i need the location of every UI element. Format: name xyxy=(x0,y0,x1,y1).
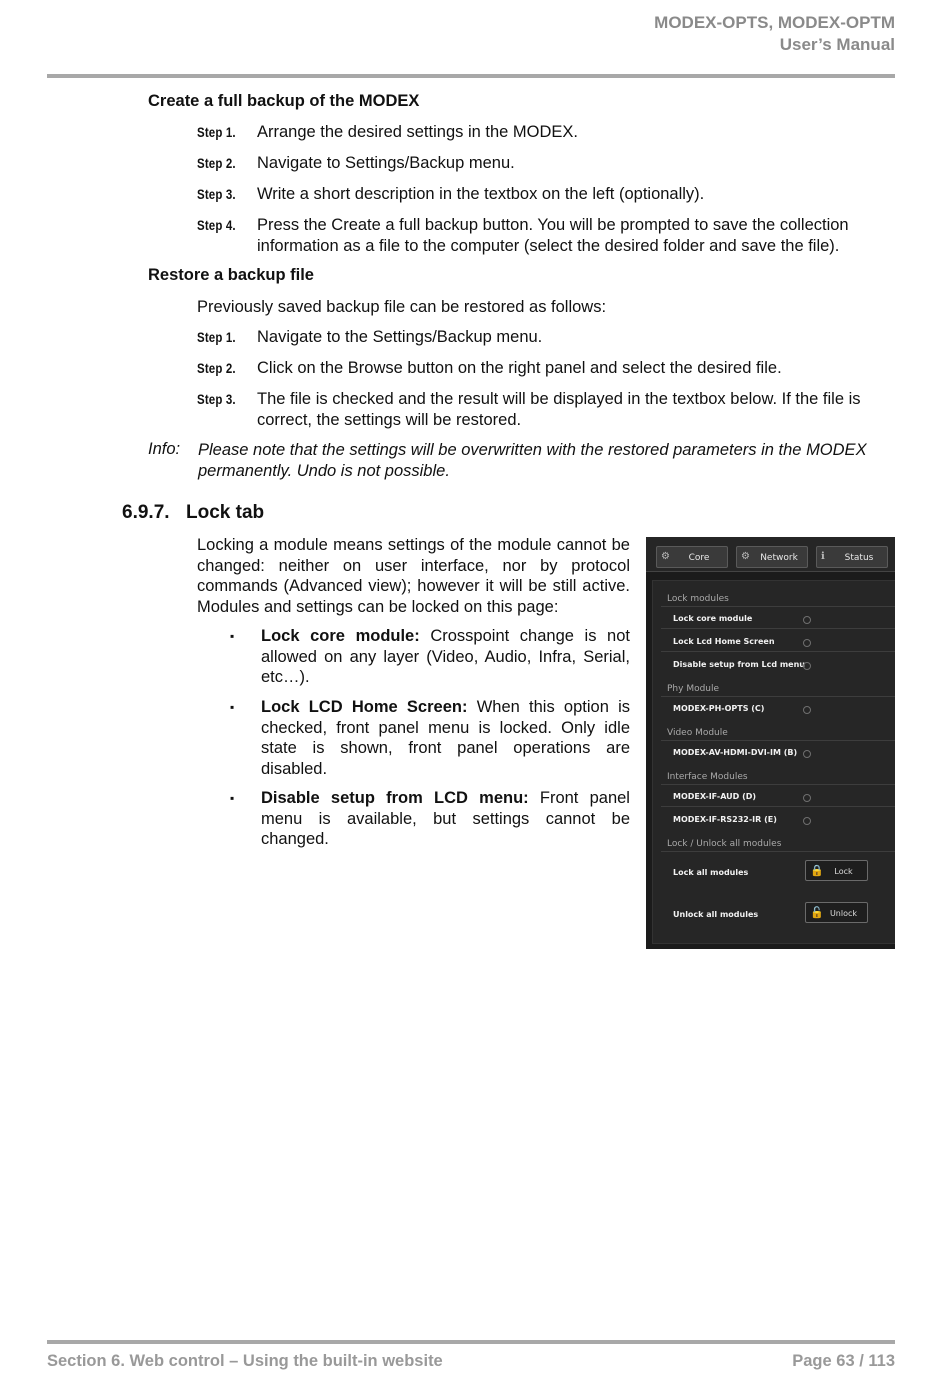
group-video-module: Video Module xyxy=(667,728,728,738)
lock-intro: Locking a module means settings of the module cannot be changed: neither on user interface, nor by protocol commands (Advanced view); however it will be still active. Modules and settings can be locked on this page: xyxy=(197,536,630,616)
restore-step-3-text: The file is checked and the result will be displayed in the textbox below. If the file is correct, the settings will be restored. xyxy=(257,390,861,429)
backup-step-1-text: Arrange the desired settings in the MODEX. xyxy=(257,123,578,141)
separator xyxy=(661,628,895,629)
group-phy-module: Phy Module xyxy=(667,684,720,694)
backup-heading: Create a full backup of the MODEX xyxy=(148,92,420,110)
restore-intro: Previously saved backup file can be restored as follows: xyxy=(197,298,607,316)
restore-step-1-label: Step 1. xyxy=(197,329,236,345)
group-lock-modules: Lock modules xyxy=(667,594,729,604)
backup-step-2-text: Navigate to Settings/Backup menu. xyxy=(257,154,515,172)
tab-status-label: Status xyxy=(844,553,874,563)
backup-step-1-label: Step 1. xyxy=(197,124,236,140)
unlock-all-button-label: Unlock xyxy=(829,909,858,918)
group-lock-unlock-all: Lock / Unlock all modules xyxy=(667,839,782,849)
bullet-lock-core-term: Lock core module: xyxy=(261,627,420,645)
gear-icon: ⚙ xyxy=(661,551,670,562)
bullet-marker: ▪ xyxy=(230,791,235,805)
bullet-lock-lcd xyxy=(261,697,630,779)
separator xyxy=(661,696,895,697)
tab-network-label: Network xyxy=(760,553,798,563)
document-title: MODEX-OPTS, MODEX-OPTM xyxy=(654,13,895,32)
row-if-rs232: MODEX-IF-RS232-IR (E) xyxy=(673,815,777,824)
row-lock-all: Lock all modules xyxy=(673,868,749,877)
group-interface-modules: Interface Modules xyxy=(667,772,748,782)
video-module-radio[interactable] xyxy=(803,750,811,758)
lock-all-button-label: Lock xyxy=(834,867,853,876)
tab-status[interactable] xyxy=(816,546,888,568)
footer-rule xyxy=(47,1340,895,1344)
row-phy-module: MODEX-PH-OPTS (C) xyxy=(673,704,765,713)
backup-step-4-label: Step 4. xyxy=(197,217,236,233)
separator xyxy=(661,740,895,741)
gear-icon: ⚙ xyxy=(741,551,750,562)
section-number: 6.9.7. xyxy=(122,502,170,523)
bullet-lock-lcd-desc: When this option is checked, front panel menu is locked. Only idle state is shown, front panel operations are disabled. xyxy=(261,698,631,778)
footer-section: Section 6. Web control – Using the built-in website xyxy=(47,1352,443,1370)
disable-setup-radio[interactable] xyxy=(803,662,811,670)
lock-tab-screenshot xyxy=(646,537,895,949)
if-rs232-radio[interactable] xyxy=(803,817,811,825)
backup-step-3-text: Write a short description in the textbox on the left (optionally). xyxy=(257,185,705,203)
row-disable-setup: Disable setup from Lcd menu xyxy=(673,660,805,669)
restore-heading: Restore a backup file xyxy=(148,266,314,284)
header-rule xyxy=(47,74,895,78)
restore-step-2-text: Click on the Browse button on the right panel and select the desired file. xyxy=(257,359,782,377)
if-aud-radio[interactable] xyxy=(803,794,811,802)
separator xyxy=(661,851,895,852)
bullet-disable-setup xyxy=(261,788,630,850)
separator xyxy=(661,651,895,652)
restore-step-1-text: Navigate to the Settings/Backup menu. xyxy=(257,328,543,346)
backup-step-3-label: Step 3. xyxy=(197,186,236,202)
restore-step-2-label: Step 2. xyxy=(197,360,236,376)
lock-lcd-radio[interactable] xyxy=(803,639,811,647)
document-subtitle: User’s Manual xyxy=(779,35,895,54)
info-text: Please note that the settings will be overwritten with the restored parameters in the MODEX permanently. Undo is not possible. xyxy=(198,441,867,480)
separator xyxy=(661,806,895,807)
tab-bar xyxy=(646,537,895,572)
row-video-module: MODEX-AV-HDMI-DVI-IM (B) xyxy=(673,748,798,757)
lock-core-radio[interactable] xyxy=(803,616,811,624)
unlock-all-button[interactable] xyxy=(805,902,868,923)
bullet-marker: ▪ xyxy=(230,629,235,643)
tab-core[interactable] xyxy=(656,546,728,568)
unlock-icon: 🔓 xyxy=(810,906,824,919)
bullet-lock-core-desc: Crosspoint change is not allowed on any layer (Video, Audio, Infra, Serial, etc…). xyxy=(261,627,630,686)
backup-step-2-label: Step 2. xyxy=(197,155,236,171)
footer-page-number: Page 63 / 113 xyxy=(792,1352,895,1370)
bullet-disable-setup-term: Disable setup from LCD menu: xyxy=(261,789,529,807)
separator xyxy=(661,606,895,607)
bullet-marker: ▪ xyxy=(230,700,235,714)
row-if-aud: MODEX-IF-AUD (D) xyxy=(673,792,757,801)
phy-module-radio[interactable] xyxy=(803,706,811,714)
bullet-lock-lcd-term: Lock LCD Home Screen: xyxy=(261,698,468,716)
restore-step-3-label: Step 3. xyxy=(197,391,236,407)
separator xyxy=(661,784,895,785)
row-lock-core-module: Lock core module xyxy=(673,614,753,623)
info-label: Info: xyxy=(148,440,181,458)
tab-network[interactable] xyxy=(736,546,808,568)
bullet-lock-core xyxy=(261,626,630,688)
row-unlock-all: Unlock all modules xyxy=(673,910,759,919)
info-icon: ℹ xyxy=(821,551,825,562)
backup-step-4-text: Press the Create a full backup button. You will be prompted to save the collection information as a file to the computer (select the desired folder and save the file). xyxy=(257,216,849,255)
tab-core-label: Core xyxy=(688,553,710,563)
lock-all-button[interactable] xyxy=(805,860,868,881)
bullet-disable-setup-desc: Front panel menu is available, but settings cannot be changed. xyxy=(261,789,630,848)
row-lock-lcd-home: Lock Lcd Home Screen xyxy=(673,637,775,646)
lock-icon: 🔒 xyxy=(810,864,824,877)
lock-settings-panel xyxy=(652,580,895,944)
section-title: Lock tab xyxy=(186,502,265,523)
